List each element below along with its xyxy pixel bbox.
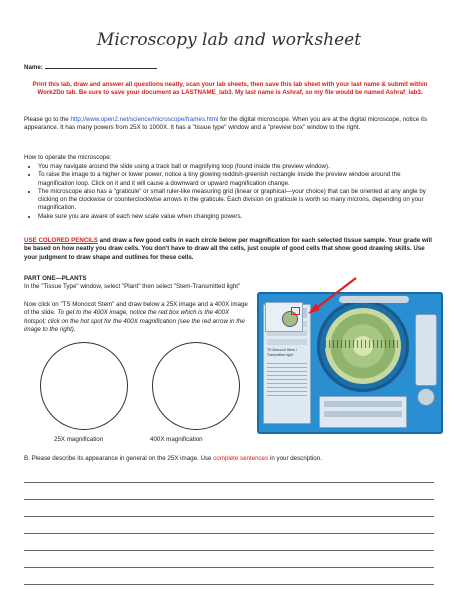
name-field[interactable] [24,62,157,72]
answer-line[interactable] [24,533,434,534]
part-one-instruction: In the "Tissue Type" window, select "Plant" then select "Stem-Transmitted light" [24,283,241,290]
colored-pencils-text: and draw a few good cells in each circle below per magnification for each selected tissue sample. Your grade will be based on how neatly you draw cells. You don't have to draw all the cells, just couple of good cells that show good drawing skills. Use your judgment to draw shape and outlines for these cells. [24,237,432,261]
how-to-list [24,163,436,221]
drawing-circle-25x[interactable] [40,342,128,430]
answer-line[interactable] [24,482,434,483]
label-400x: 400X magnification [150,436,203,443]
control-panel [319,396,407,428]
question-b-prefix: B. Please describe its appearance in general on the 25X image. Use [24,455,214,462]
question-b-highlight: complete sentences [213,455,269,462]
drawing-instruction-text: Now click on "TS Monocot Stem" and draw below a 25X image and a 400X image of the slide. [24,301,248,317]
drawing-instruction-italic: To get to the 400X image, notice the red box which is the 400X hotspot; click on the hot spot for the 400X magnification (see the red arrow in the image to the right). [24,309,245,333]
part-one-heading: PART ONE—PLANTS [24,275,87,282]
tissue-type-bar [267,339,307,345]
how-to-item: • You may navigate around the slide using a track ball or magnifying loop (found inside the preview window). [38,163,436,171]
label-25x: 25X magnification [54,436,104,443]
how-to-item: • Make sure you are aware of each new scale value when changing powers. [38,213,436,221]
submission-instructions: Print this lab, draw and answer all questions neatly, scan your lab sheets, then save this lab sheet with your last name & submit within Work2Do tab. Be sure to save your document as LASTNAME_lab3. My last name is Ashraf, so my file would be named Ashraf_lab3. [32,81,428,97]
microscope-link[interactable]: http://www.open2.net/science/microscope/frames.html [70,116,219,123]
answer-line[interactable] [24,567,434,568]
question-b-suffix: in your description. [268,455,322,462]
colored-pencils-highlight: USE COLORED PENCILS [24,237,98,244]
worksheet-title: Microscopy lab and worksheet [96,30,362,50]
answer-line[interactable] [24,584,434,585]
name-label: Name: [24,64,43,71]
focus-knob[interactable] [417,388,435,406]
how-to-heading: How to operate the microscope: [24,154,112,161]
intro-paragraph [24,116,434,133]
drawing-instruction [24,301,250,334]
drawing-circle-400x[interactable] [152,342,240,430]
red-arrow-icon [280,276,360,316]
control-bar [324,401,402,407]
intro-suffix: for the digital microscope. When you are at the digital microscope, notice its appearance. It has many powers from 25X to 1000X. It has a "tissue type" window and a "preview box" window to the right. [24,116,428,132]
name-underline[interactable] [45,62,157,69]
intro-prefix: Please go to the [24,116,71,123]
answer-line[interactable] [24,516,434,517]
graticule[interactable] [325,340,401,348]
slide-caption: TS Monocot Stem / Transmitted light [267,348,297,357]
colored-pencils-instruction [24,237,436,262]
how-to-item: • The microscope also has a "graticule" or small ruler-like measuring grid (linear or graphical—your choice) that can be oriented at any angle by clicking on the clockwise or counterclockwise arrows in the graticule. Each division on graticule is worth so many microns, depending on your magnification. [38,188,436,213]
answer-line[interactable] [24,550,434,551]
how-to-item: • To raise the image to a higher or lower power, notice a tiny glowing reddish-greenish rectangle inside the preview window around the magnification loop. Click on it and it will cause a downward or upward magnification change. [38,171,436,188]
question-b [24,455,322,463]
magnification-controls[interactable] [415,314,437,386]
control-bar [324,411,402,417]
answer-line[interactable] [24,499,434,500]
description-lines [267,360,307,398]
